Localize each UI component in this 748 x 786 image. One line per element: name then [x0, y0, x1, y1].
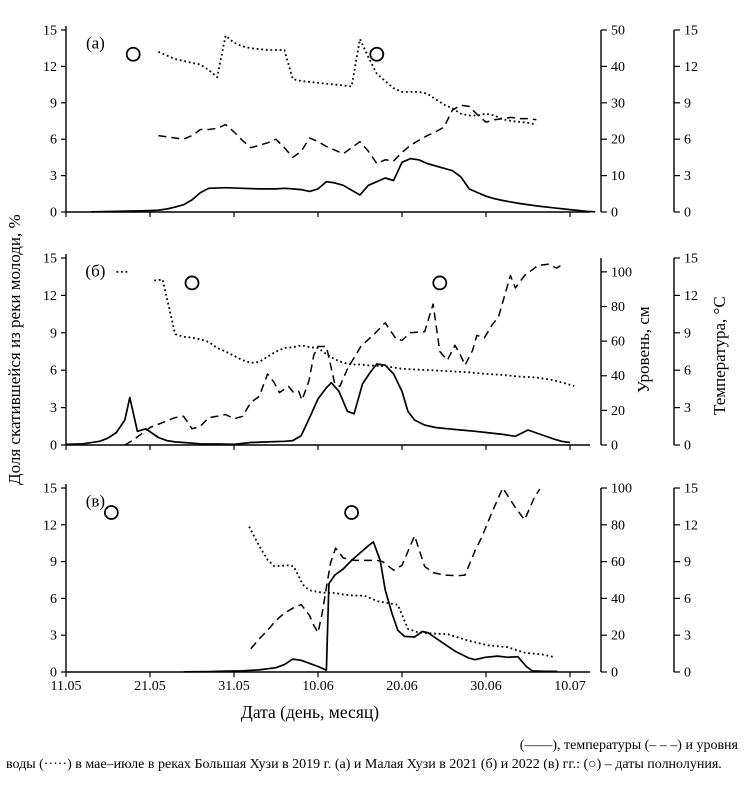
share-tick-label-b: 3: [50, 401, 57, 417]
level-tick-label-v: 60: [611, 555, 625, 571]
full-moon-marker-a: [127, 48, 140, 61]
x-tick-label: 11.05: [50, 679, 82, 694]
level-tick-label-b: 100: [611, 265, 632, 281]
full-moon-marker-v: [105, 506, 118, 519]
series-v-solid-0: [184, 542, 558, 672]
caption-line-2: воды (·····) в мае–июле в реках Большая Хузи в 2019 г. (а) и Малая Хузи в 2021 (б) и 2022 (в) гг.: (○) – даты полнолуния.: [6, 757, 722, 772]
level-tick-label-b: 40: [611, 369, 625, 385]
full-moon-marker-a: [370, 48, 383, 61]
level-tick-label-v: 0: [611, 665, 618, 681]
series-b-dotted-3: [154, 280, 574, 387]
share-tick-label-v: 12: [43, 518, 57, 534]
temp-tick-label-v: 15: [684, 481, 698, 497]
x-tick-label: 21.05: [134, 679, 166, 694]
share-tick-label-v: 15: [43, 481, 57, 497]
share-tick-label-a: 3: [50, 169, 57, 185]
caption-line-1: (——), температуры (– – –) и уровня: [519, 738, 738, 753]
panel-label-v: (в): [85, 491, 106, 511]
level-tick-label-v: 40: [611, 591, 625, 607]
full-moon-marker-v: [345, 506, 358, 519]
temp-tick-label-v: 12: [684, 518, 698, 534]
y-axis-title-level: Уровень, см: [634, 306, 653, 394]
x-tick-label: 31.05: [218, 679, 250, 694]
temp-tick-label-v: 0: [684, 665, 691, 681]
full-moon-marker-b: [433, 276, 446, 289]
share-tick-label-b: 9: [50, 326, 57, 342]
level-tick-label-v: 80: [611, 518, 625, 534]
y-axis-title-share: Доля скатившейся из реки молоди, %: [5, 214, 24, 486]
series-a-solid-0: [91, 159, 595, 212]
temp-tick-label-a: 0: [684, 205, 691, 221]
share-tick-label-a: 15: [43, 23, 57, 39]
y-axis-title-temperature: Температура, °C: [710, 296, 729, 416]
level-tick-label-a: 0: [611, 205, 618, 221]
series-a-dotted-2: [158, 36, 536, 125]
series-b-dashed-1: [125, 264, 564, 445]
share-tick-label-a: 9: [50, 96, 57, 112]
share-tick-label-b: 12: [43, 288, 57, 304]
temp-tick-label-a: 15: [684, 23, 698, 39]
level-tick-label-b: 60: [611, 334, 625, 350]
temp-tick-label-v: 9: [684, 555, 691, 571]
level-tick-label-b: 20: [611, 403, 625, 419]
level-tick-label-a: 20: [611, 132, 625, 148]
share-tick-label-a: 0: [50, 205, 57, 221]
share-tick-label-a: 12: [43, 59, 57, 75]
full-moon-marker-b: [186, 276, 199, 289]
temp-tick-label-b: 6: [684, 363, 691, 379]
temp-tick-label-v: 3: [684, 628, 691, 644]
temp-tick-label-b: 12: [684, 288, 698, 304]
temp-tick-label-b: 3: [684, 401, 691, 417]
temp-tick-label-a: 3: [684, 169, 691, 185]
series-b-solid-0: [66, 364, 570, 444]
figure-caption: [0, 736, 748, 774]
share-tick-label-b: 0: [50, 438, 57, 454]
level-tick-label-a: 10: [611, 169, 625, 185]
temp-tick-label-a: 12: [684, 59, 698, 75]
series-v-dotted-2: [249, 527, 555, 658]
series-a-dashed-1: [158, 105, 536, 163]
share-tick-label-v: 9: [50, 555, 57, 571]
temp-tick-label-b: 0: [684, 438, 691, 454]
temp-tick-label-b: 9: [684, 326, 691, 342]
share-tick-label-b: 15: [43, 251, 57, 267]
level-tick-label-a: 30: [611, 96, 625, 112]
x-tick-label: 10.06: [302, 679, 334, 694]
level-tick-label-v: 100: [611, 481, 632, 497]
level-tick-label-a: 40: [611, 59, 625, 75]
share-tick-label-v: 6: [50, 591, 57, 607]
x-tick-label: 30.06: [470, 679, 502, 694]
level-tick-label-b: 80: [611, 299, 625, 315]
level-tick-label-b: 0: [611, 438, 618, 454]
x-tick-label: 10.07: [554, 679, 586, 694]
x-tick-label: 20.06: [386, 679, 418, 694]
level-tick-label-a: 50: [611, 23, 625, 39]
temp-tick-label-b: 15: [684, 251, 698, 267]
panel-label-a: (а): [85, 33, 105, 53]
x-axis-title: Дата (день, месяц): [240, 702, 380, 722]
level-tick-label-v: 20: [611, 628, 625, 644]
share-tick-label-v: 3: [50, 628, 57, 644]
share-tick-label-b: 6: [50, 363, 57, 379]
temp-tick-label-v: 6: [684, 591, 691, 607]
temp-tick-label-a: 9: [684, 96, 691, 112]
temp-tick-label-a: 6: [684, 132, 691, 148]
share-tick-label-a: 6: [50, 132, 57, 148]
panel-label-b: (б): [85, 261, 106, 281]
share-tick-label-v: 0: [50, 665, 57, 681]
